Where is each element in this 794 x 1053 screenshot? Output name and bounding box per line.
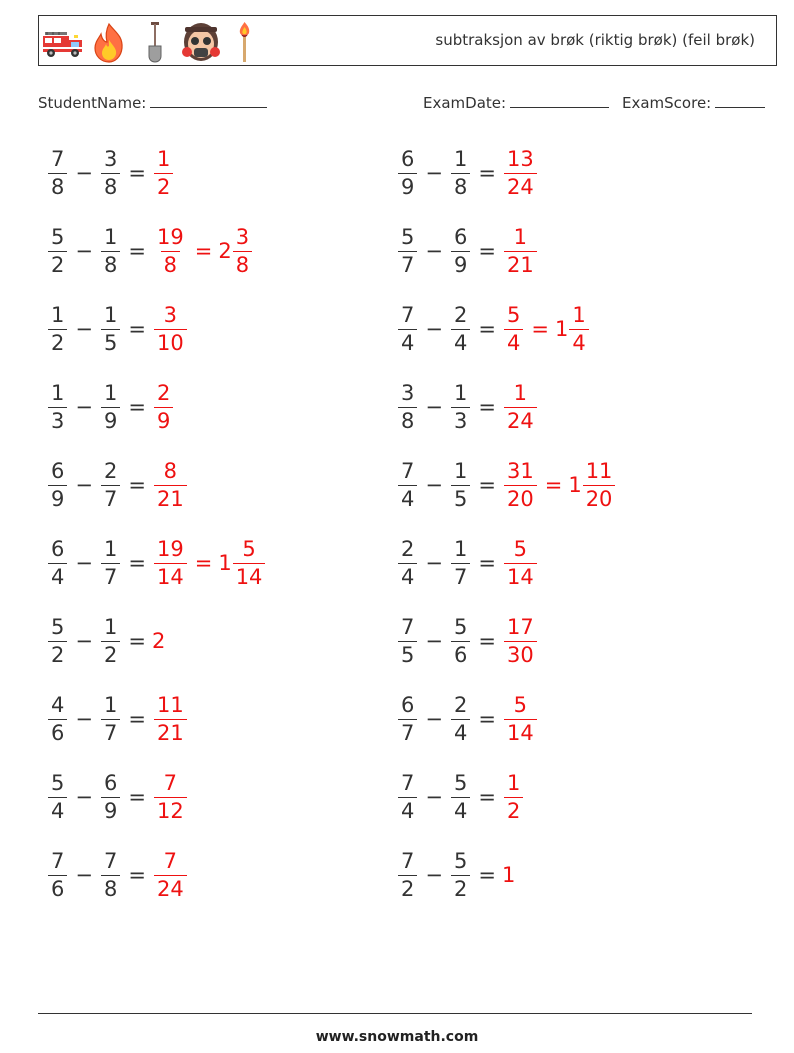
- minuend-fraction: [48, 770, 67, 823]
- denominator: 24: [504, 407, 537, 432]
- problem-10: [396, 455, 617, 515]
- numerator: 6: [453, 224, 468, 249]
- numerator: 3: [401, 380, 415, 405]
- problem-13: [46, 611, 165, 671]
- numerator: 2: [401, 536, 415, 561]
- answer-fraction: [154, 536, 187, 589]
- numerator: 5: [453, 848, 468, 873]
- answer: [152, 146, 175, 199]
- denominator: 4: [504, 329, 523, 354]
- exam-score-blank[interactable]: [715, 94, 765, 108]
- subtrahend-fraction: [451, 224, 470, 277]
- equals-sign: =: [544, 473, 563, 497]
- minus-sign: −: [425, 707, 443, 731]
- numerator: 7: [401, 458, 415, 483]
- denominator: 14: [504, 563, 537, 588]
- answer: [502, 146, 539, 199]
- subtrahend-fraction: [101, 770, 120, 823]
- minuend-fraction: [398, 536, 417, 589]
- match-icon: [233, 20, 255, 64]
- denominator: 2: [451, 875, 470, 900]
- numerator: 3: [235, 224, 250, 249]
- problem-14: [396, 611, 539, 671]
- equals-sign: =: [531, 317, 549, 341]
- minuend-fraction: [398, 302, 417, 355]
- denominator: 4: [451, 329, 470, 354]
- numerator: 17: [506, 614, 534, 639]
- numerator: 5: [453, 614, 468, 639]
- minus-sign: −: [425, 239, 443, 263]
- equals-sign: =: [128, 551, 146, 575]
- problem-6: [396, 299, 591, 359]
- equals-sign: =: [478, 395, 496, 419]
- problem-17: [46, 767, 189, 827]
- mixed-fraction-part: [583, 458, 616, 511]
- numerator: 5: [51, 224, 65, 249]
- answer-whole-number: 1: [501, 863, 516, 887]
- numerator: 7: [51, 848, 65, 873]
- denominator: 7: [398, 251, 417, 276]
- denominator: 2: [48, 641, 67, 666]
- numerator: 6: [401, 146, 415, 171]
- denominator: 9: [154, 407, 173, 432]
- numerator: 1: [103, 380, 118, 405]
- minuend-fraction: [48, 380, 67, 433]
- numerator: 5: [242, 536, 256, 561]
- minuend-fraction: [48, 692, 67, 745]
- answer: [152, 692, 189, 745]
- answer-fraction: [504, 458, 537, 511]
- numerator: 1: [453, 380, 468, 405]
- numerator: 7: [103, 848, 118, 873]
- numerator: 7: [401, 848, 415, 873]
- minus-sign: −: [425, 317, 443, 341]
- answer: [502, 380, 539, 433]
- minus-sign: −: [75, 863, 93, 887]
- student-name-label: StudentName:: [38, 94, 147, 112]
- minuend-fraction: [398, 848, 417, 901]
- numerator: 5: [506, 302, 521, 327]
- subtrahend-fraction: [101, 536, 120, 589]
- numerator: 1: [103, 614, 118, 639]
- subtrahend-fraction: [101, 146, 120, 199]
- denominator: 5: [101, 329, 120, 354]
- mixed-fraction-part: [233, 536, 266, 589]
- equals-sign: =: [128, 629, 146, 653]
- numerator: 2: [103, 458, 118, 483]
- numerator: 6: [401, 692, 415, 717]
- subtrahend-fraction: [101, 380, 120, 433]
- exam-score-field: [622, 94, 765, 112]
- denominator: 5: [398, 641, 417, 666]
- answer: [152, 536, 267, 589]
- numerator: 5: [401, 224, 415, 249]
- problem-4: [396, 221, 539, 281]
- numerator: 1: [453, 146, 468, 171]
- answer: [152, 629, 165, 653]
- numerator: 7: [401, 614, 415, 639]
- minus-sign: −: [75, 473, 93, 497]
- equals-sign: =: [478, 707, 496, 731]
- denominator: 2: [504, 797, 523, 822]
- gas-mask-icon: [179, 20, 223, 64]
- denominator: 8: [161, 251, 180, 276]
- equals-sign: =: [128, 473, 146, 497]
- minus-sign: −: [425, 785, 443, 809]
- answer: [502, 536, 539, 589]
- minus-sign: −: [75, 317, 93, 341]
- denominator: 8: [451, 173, 470, 198]
- denominator: 24: [504, 173, 537, 198]
- denominator: 4: [451, 719, 470, 744]
- equals-sign: =: [128, 239, 146, 263]
- denominator: 4: [569, 329, 588, 354]
- denominator: 20: [504, 485, 537, 510]
- minus-sign: −: [425, 161, 443, 185]
- minuend-fraction: [48, 848, 67, 901]
- denominator: 7: [101, 485, 120, 510]
- minus-sign: −: [75, 395, 93, 419]
- problem-9: [46, 455, 189, 515]
- header-box: [38, 15, 777, 66]
- mixed-whole-part: 1: [554, 317, 569, 341]
- denominator: 10: [154, 329, 187, 354]
- denominator: 30: [504, 641, 537, 666]
- numerator: 1: [103, 302, 118, 327]
- denominator: 9: [101, 407, 120, 432]
- footer-url: www.snowmath.com: [315, 1029, 479, 1045]
- student-name-blank[interactable]: [150, 94, 267, 108]
- worksheet-title: subtraksjon av brøk (riktig brøk) (feil brøk): [435, 31, 755, 49]
- answer: [152, 458, 189, 511]
- numerator: 7: [401, 302, 415, 327]
- answer-fraction: [504, 302, 523, 355]
- answer: [502, 692, 539, 745]
- problem-16: [396, 689, 539, 749]
- minuend-fraction: [48, 302, 67, 355]
- equals-sign: =: [128, 785, 146, 809]
- numerator: 8: [163, 458, 178, 483]
- answer: [152, 302, 189, 355]
- mixed-fraction-part: [233, 224, 252, 277]
- equals-sign: =: [478, 785, 496, 809]
- answer-fraction: [504, 536, 537, 589]
- numerator: 7: [401, 770, 415, 795]
- numerator: 2: [156, 380, 171, 405]
- problem-2: [396, 143, 539, 203]
- problem-8: [396, 377, 539, 437]
- equals-sign: =: [128, 395, 146, 419]
- numerator: 6: [51, 458, 65, 483]
- subtrahend-fraction: [451, 146, 470, 199]
- answer: [502, 458, 617, 511]
- equals-sign: =: [478, 161, 496, 185]
- answer-fraction: [154, 302, 187, 355]
- denominator: 6: [451, 641, 470, 666]
- problem-18: [396, 767, 525, 827]
- numerator: 2: [453, 692, 468, 717]
- numerator: 5: [51, 770, 65, 795]
- problem-3: [46, 221, 254, 281]
- minuend-fraction: [48, 146, 67, 199]
- numerator: 6: [103, 770, 118, 795]
- numerator: 31: [506, 458, 534, 483]
- minus-sign: −: [425, 863, 443, 887]
- subtrahend-fraction: [451, 614, 470, 667]
- denominator: 7: [101, 563, 120, 588]
- answer-fraction: [154, 770, 187, 823]
- minus-sign: −: [425, 629, 443, 653]
- minuend-fraction: [398, 770, 417, 823]
- subtrahend-fraction: [101, 692, 120, 745]
- equals-sign: =: [128, 707, 146, 731]
- denominator: 21: [154, 485, 187, 510]
- minus-sign: −: [425, 551, 443, 575]
- denominator: 2: [398, 875, 417, 900]
- numerator: 19: [156, 224, 184, 249]
- denominator: 7: [451, 563, 470, 588]
- numerator: 1: [572, 302, 586, 327]
- minuend-fraction: [398, 614, 417, 667]
- answer: [152, 770, 189, 823]
- equals-sign: =: [128, 863, 146, 887]
- numerator: 7: [51, 146, 65, 171]
- denominator: 14: [154, 563, 187, 588]
- equals-sign: =: [478, 863, 496, 887]
- equals-sign: =: [128, 161, 146, 185]
- answer-fraction: [154, 380, 173, 433]
- numerator: 5: [453, 770, 468, 795]
- answer-fraction: [504, 614, 537, 667]
- denominator: 2: [48, 329, 67, 354]
- problem-19: [46, 845, 189, 905]
- problem-5: [46, 299, 189, 359]
- denominator: 2: [101, 641, 120, 666]
- subtrahend-fraction: [451, 380, 470, 433]
- numerator: 1: [51, 302, 65, 327]
- answer-fraction: [504, 224, 537, 277]
- numerator: 7: [163, 848, 178, 873]
- minuend-fraction: [398, 458, 417, 511]
- problem-1: [46, 143, 175, 203]
- answer: [502, 863, 515, 887]
- minus-sign: −: [75, 161, 93, 185]
- answer: [152, 224, 254, 277]
- minuend-fraction: [398, 224, 417, 277]
- denominator: 8: [48, 173, 67, 198]
- numerator: 1: [156, 146, 171, 171]
- numerator: 1: [103, 692, 118, 717]
- problem-20: [396, 845, 515, 905]
- answer: [152, 848, 189, 901]
- subtrahend-fraction: [101, 458, 120, 511]
- numerator: 4: [51, 692, 65, 717]
- subtrahend-fraction: [451, 692, 470, 745]
- answer-fraction: [154, 224, 187, 277]
- mixed-whole-part: 1: [218, 551, 232, 575]
- subtrahend-fraction: [101, 302, 120, 355]
- mixed-whole-part: 2: [218, 239, 232, 263]
- mixed-whole-part: 1: [568, 473, 582, 497]
- minus-sign: −: [75, 239, 93, 263]
- subtrahend-fraction: [451, 848, 470, 901]
- minuend-fraction: [48, 224, 67, 277]
- equals-sign: =: [478, 317, 496, 341]
- denominator: 6: [48, 719, 67, 744]
- minuend-fraction: [48, 536, 67, 589]
- subtrahend-fraction: [451, 770, 470, 823]
- subtrahend-fraction: [451, 458, 470, 511]
- answer: [152, 380, 175, 433]
- student-name-field: [38, 94, 267, 112]
- denominator: 2: [48, 251, 67, 276]
- denominator: 4: [48, 563, 67, 588]
- denominator: 21: [154, 719, 187, 744]
- problem-15: [46, 689, 189, 749]
- minus-sign: −: [75, 707, 93, 731]
- minus-sign: −: [75, 629, 93, 653]
- denominator: 3: [48, 407, 67, 432]
- denominator: 4: [398, 563, 417, 588]
- denominator: 8: [233, 251, 252, 276]
- denominator: 14: [504, 719, 537, 744]
- numerator: 2: [453, 302, 468, 327]
- numerator: 19: [156, 536, 184, 561]
- footer-divider: [38, 1013, 752, 1014]
- fire-truck-icon: [41, 20, 85, 64]
- numerator: 13: [506, 146, 534, 171]
- numerator: 1: [513, 224, 528, 249]
- numerator: 1: [103, 536, 118, 561]
- numerator: 1: [513, 380, 528, 405]
- denominator: 7: [101, 719, 120, 744]
- subtrahend-fraction: [451, 536, 470, 589]
- answer-fraction: [504, 380, 537, 433]
- minus-sign: −: [425, 395, 443, 419]
- denominator: 4: [451, 797, 470, 822]
- numerator: 3: [103, 146, 118, 171]
- answer-fraction: [504, 692, 537, 745]
- fire-icon: [89, 20, 129, 64]
- mixed-fraction-part: [569, 302, 588, 355]
- equals-sign: =: [478, 551, 496, 575]
- denominator: 4: [398, 797, 417, 822]
- denominator: 4: [398, 485, 417, 510]
- answer-fraction: [154, 146, 173, 199]
- denominator: 8: [101, 251, 120, 276]
- denominator: 20: [583, 485, 616, 510]
- answer-fraction: [154, 848, 187, 901]
- denominator: 8: [398, 407, 417, 432]
- equals-sign: =: [194, 551, 213, 575]
- minus-sign: −: [75, 785, 93, 809]
- numerator: 1: [51, 380, 65, 405]
- exam-score-label: ExamScore:: [622, 94, 712, 112]
- denominator: 14: [233, 563, 266, 588]
- minus-sign: −: [425, 473, 443, 497]
- denominator: 3: [451, 407, 470, 432]
- subtrahend-fraction: [101, 848, 120, 901]
- equals-sign: =: [478, 473, 496, 497]
- denominator: 7: [398, 719, 417, 744]
- numerator: 7: [163, 770, 178, 795]
- denominator: 6: [48, 875, 67, 900]
- denominator: 9: [101, 797, 120, 822]
- denominator: 12: [154, 797, 187, 822]
- subtrahend-fraction: [101, 614, 120, 667]
- numerator: 1: [103, 224, 118, 249]
- minus-sign: −: [75, 551, 93, 575]
- denominator: 5: [451, 485, 470, 510]
- numerator: 5: [51, 614, 65, 639]
- equals-sign: =: [478, 239, 496, 263]
- minuend-fraction: [398, 692, 417, 745]
- denominator: 4: [48, 797, 67, 822]
- answer: [502, 770, 525, 823]
- answer: [502, 302, 591, 355]
- subtrahend-fraction: [101, 224, 120, 277]
- answer-fraction: [154, 458, 187, 511]
- exam-date-blank[interactable]: [510, 94, 609, 108]
- minuend-fraction: [48, 614, 67, 667]
- numerator: 5: [513, 536, 528, 561]
- numerator: 1: [506, 770, 521, 795]
- equals-sign: =: [128, 317, 146, 341]
- denominator: 8: [101, 875, 120, 900]
- subtrahend-fraction: [451, 302, 470, 355]
- exam-date-field: [423, 94, 609, 112]
- numerator: 1: [453, 536, 468, 561]
- numerator: 6: [51, 536, 65, 561]
- denominator: 9: [48, 485, 67, 510]
- minuend-fraction: [48, 458, 67, 511]
- denominator: 8: [101, 173, 120, 198]
- answer: [502, 614, 539, 667]
- minuend-fraction: [398, 146, 417, 199]
- minuend-fraction: [398, 380, 417, 433]
- exam-date-label: ExamDate:: [423, 94, 507, 112]
- answer-whole-number: 2: [151, 629, 166, 653]
- denominator: 21: [504, 251, 537, 276]
- problem-11: [46, 533, 267, 593]
- numerator: 5: [513, 692, 528, 717]
- problem-7: [46, 377, 175, 437]
- answer: [502, 224, 539, 277]
- denominator: 24: [154, 875, 187, 900]
- denominator: 9: [451, 251, 470, 276]
- denominator: 2: [154, 173, 173, 198]
- denominator: 4: [398, 329, 417, 354]
- numerator: 11: [585, 458, 613, 483]
- shovel-icon: [145, 20, 165, 64]
- numerator: 1: [453, 458, 468, 483]
- problem-12: [396, 533, 539, 593]
- numerator: 3: [163, 302, 178, 327]
- denominator: 9: [398, 173, 417, 198]
- answer-fraction: [154, 692, 187, 745]
- equals-sign: =: [194, 239, 213, 263]
- numerator: 11: [156, 692, 184, 717]
- answer-fraction: [504, 146, 537, 199]
- equals-sign: =: [478, 629, 496, 653]
- answer-fraction: [504, 770, 523, 823]
